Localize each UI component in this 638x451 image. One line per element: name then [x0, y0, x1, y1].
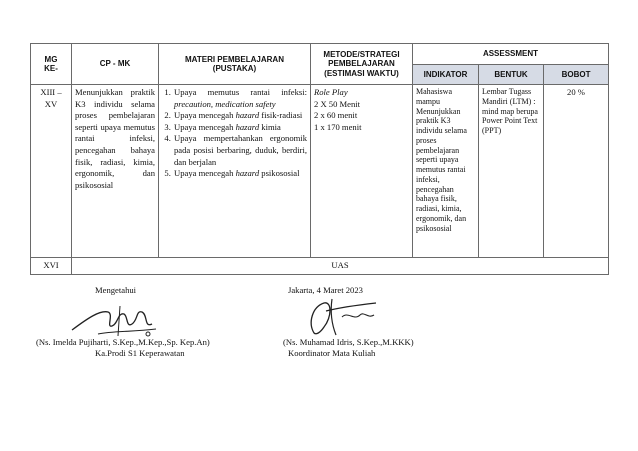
header-assessment: ASSESSMENT	[413, 44, 609, 65]
left-signer-name: (Ns. Imelda Pujiharti, S.Kep.,M.Kep.,Sp. Kep.An)	[36, 337, 210, 347]
row-uas-label: UAS	[72, 258, 609, 275]
row-bentuk: Lembar Tugass Mandiri (LTM) : mind map berupa Power Point Text (PPT)	[479, 85, 544, 258]
row-bobot: 20 %	[544, 85, 609, 258]
right-signer-title: Koordinator Mata Kuliah	[288, 348, 376, 358]
header-materi: MATERI PEMBELAJARAN (PUSTAKA)	[159, 44, 311, 85]
header-metode: METODE/STRATEGI PEMBELAJARAN (ESTIMASI WAKTU)	[311, 44, 413, 85]
metode-line: 2 x 60 menit	[314, 110, 358, 121]
row-materi	[159, 85, 311, 258]
row-indikator: Mahasiswa mampu Menunjukkan praktik K3 individu selama proses pembelajaran seperti upaya memutus rantai infeksi, pencegahan bahaya fisik, radiasi, kimia, ergonomik, dan psikososial	[413, 85, 479, 258]
materi-list	[162, 87, 307, 180]
right-signer-name: (Ns. Muhamad Idris, S.Kep.,M.KKK)	[283, 337, 414, 347]
metode-line: 2 X 50 Menit	[314, 98, 361, 109]
header-indikator: INDIKATOR	[413, 65, 479, 85]
rps-table	[30, 43, 609, 275]
materi-item: 4. Upaya mempertahankan ergonomik pada posisi berbaring, duduk, berdiri, dan berjalan	[173, 133, 307, 168]
left-signature-image	[68, 300, 160, 340]
header-bobot: BOBOT	[544, 65, 609, 85]
materi-item: 3. Upaya mencegah hazard kimia	[173, 122, 307, 134]
header-bentuk: BENTUK	[479, 65, 544, 85]
header-mg: MG KE-	[31, 44, 72, 85]
header-cp: CP - MK	[72, 44, 159, 85]
date-label: Jakarta, 4 Maret 2023	[288, 285, 363, 295]
row-cp: Menunjukkan praktik K3 individu selama proses pembelajaran seperti upaya memutus rantai infeksi, pencegahan bahaya fisik, radiasi, kimia, ergonomik, dan psikososial	[72, 85, 159, 258]
metode-role-play: Role Play	[314, 87, 348, 97]
metode-line: 1 x 170 menit	[314, 121, 362, 132]
row-mg: XIII – XV	[31, 85, 72, 258]
table-row	[31, 258, 609, 275]
materi-item: 2. Upaya mencegah hazard fisik-radiasi	[173, 110, 307, 122]
table-row	[31, 85, 609, 258]
right-signature-image	[302, 293, 382, 341]
left-signer-title: Ka.Prodi S1 Keperawatan	[95, 348, 185, 358]
row-uas-mg: XVI	[31, 258, 72, 275]
materi-item: 5. Upaya mencegah hazard psikososial	[173, 168, 307, 180]
materi-item: 1. Upaya memutus rantai infeksi: precaution, medication safety	[173, 87, 307, 110]
mengetahui-label: Mengetahui	[95, 285, 137, 295]
row-metode	[311, 85, 413, 258]
